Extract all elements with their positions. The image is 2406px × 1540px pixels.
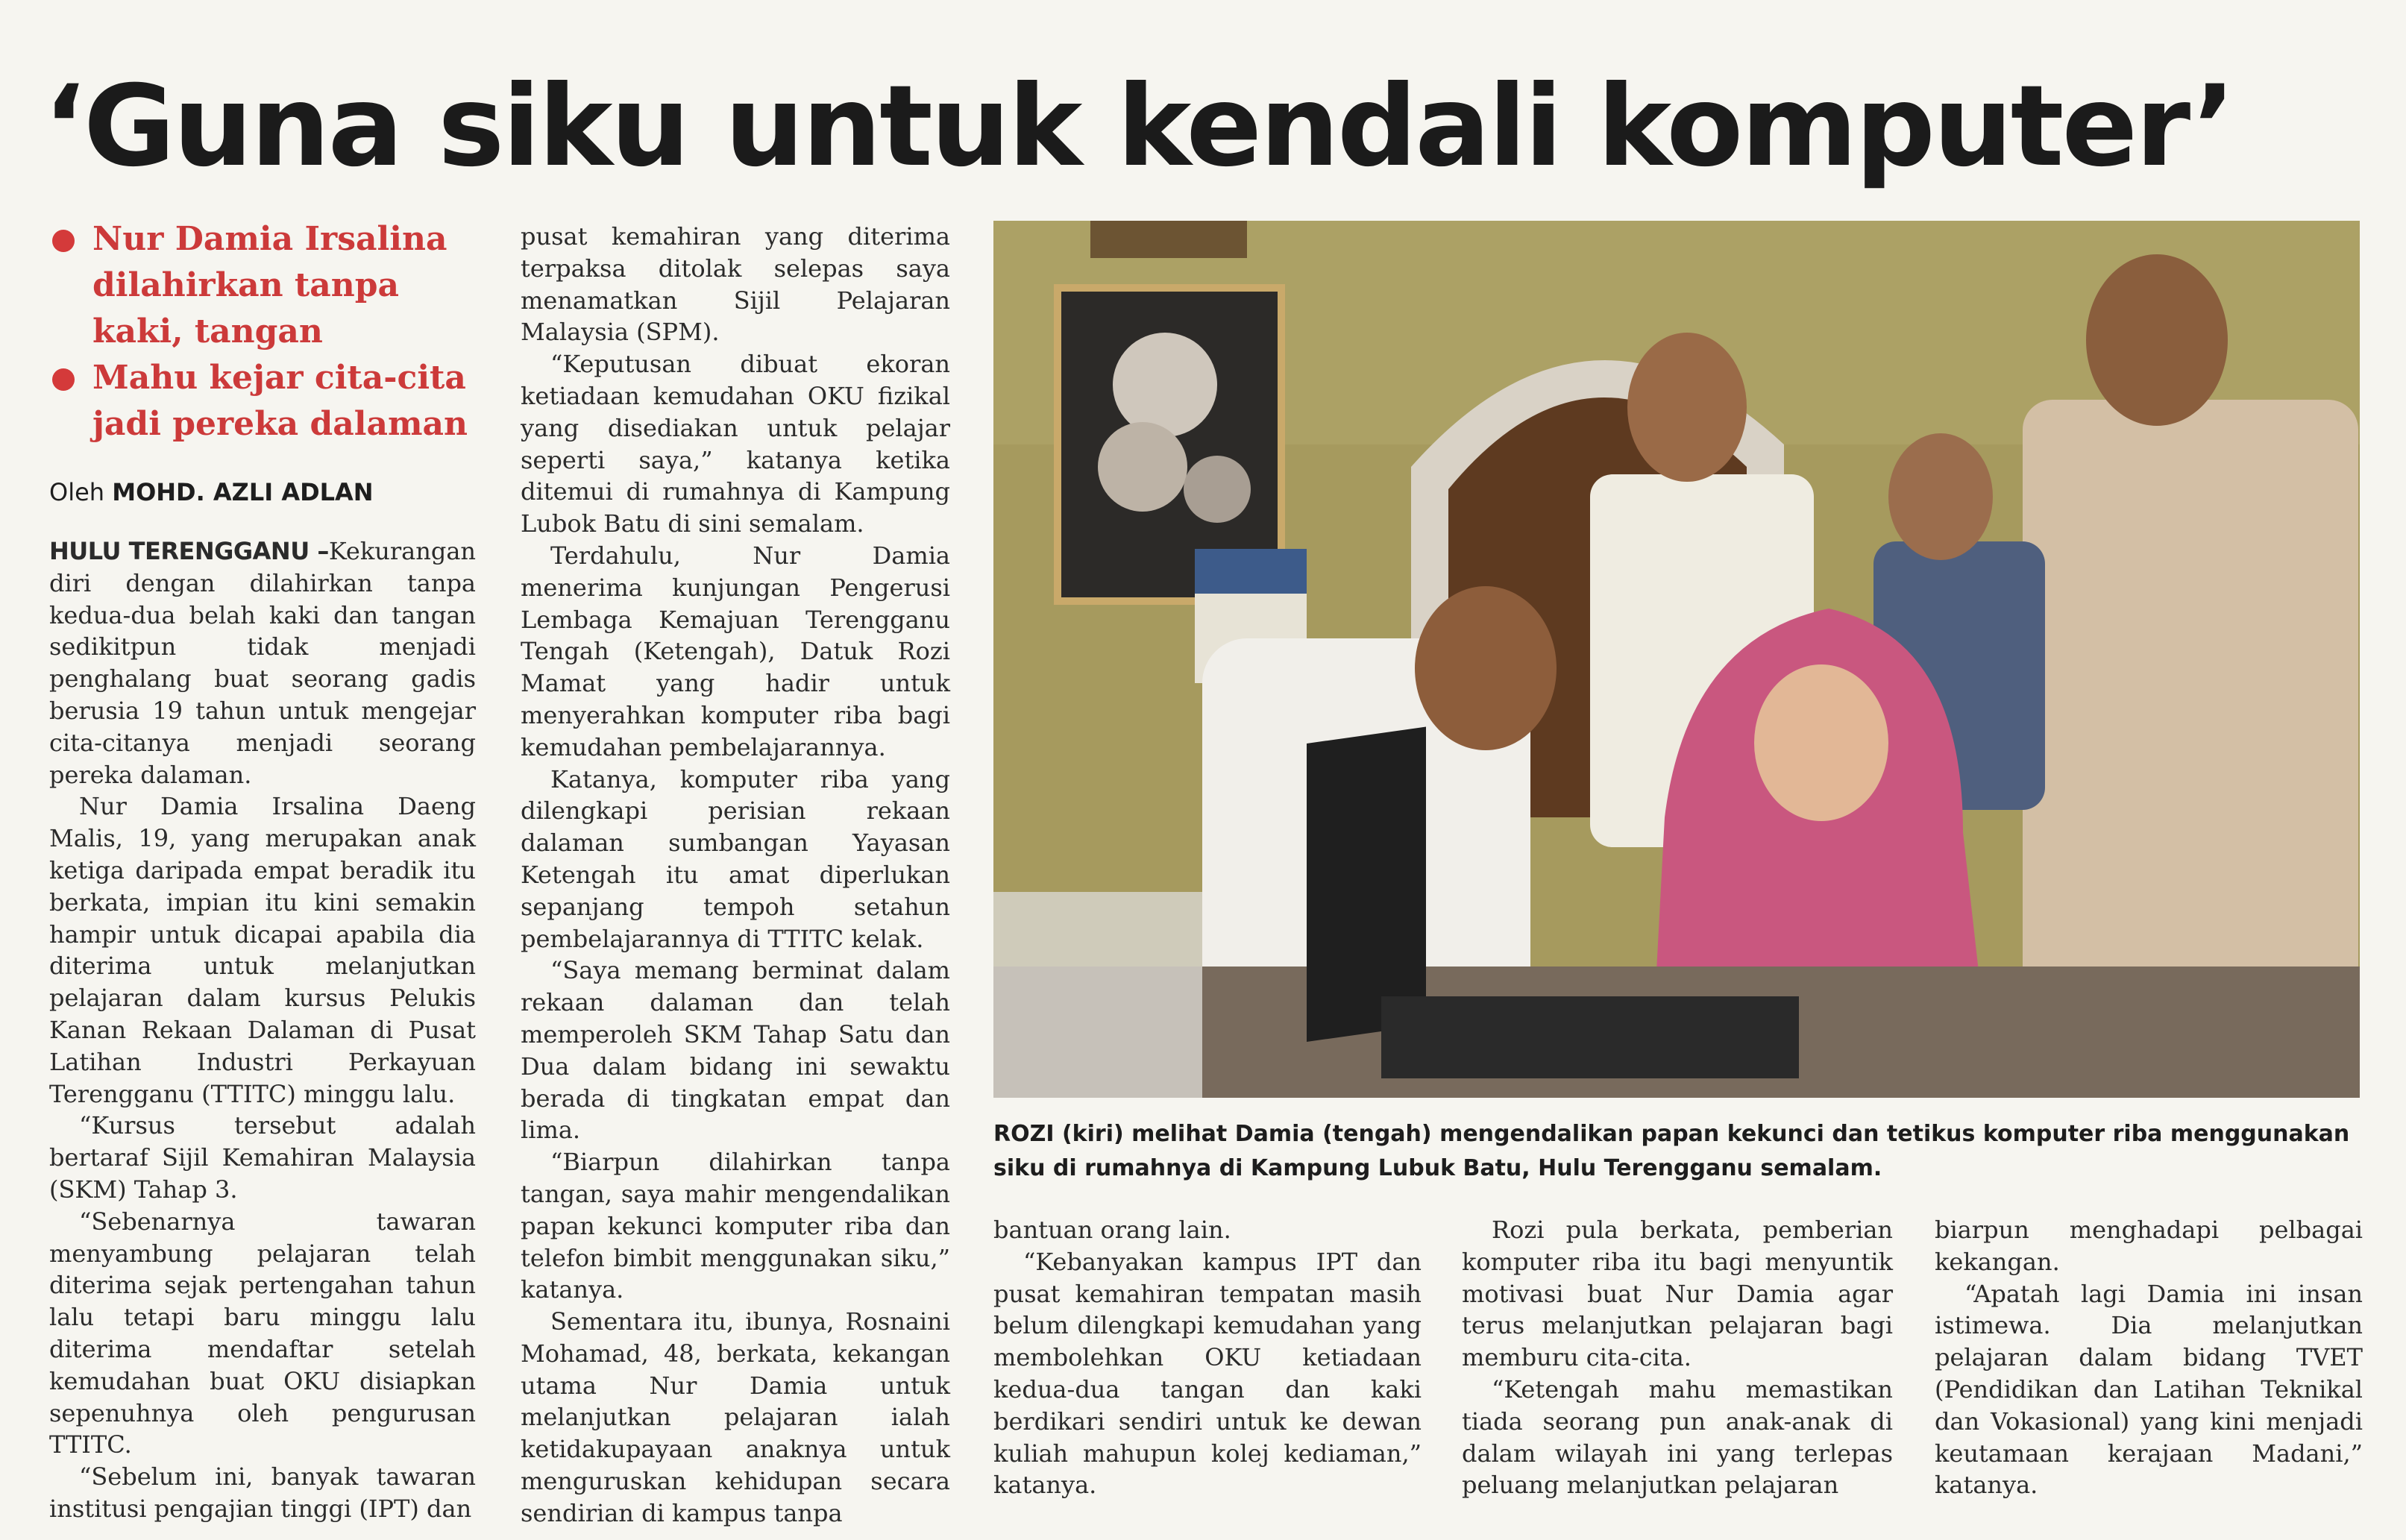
paragraph: “Keputusan dibuat ekoran ketiadaan kemudahan OKU fizikal yang disediakan untuk pelajar seperti saya,” katanya ketika ditemui di rumahnya di Kampung Lubok Batu di sini semalam. bbox=[521, 350, 950, 538]
highlight-line: Nur Damia Irsalina bbox=[92, 220, 447, 258]
paragraph: “Ketengah mahu memastikan tiada seorang pun anak-anak di dalam wilayah ini yang terlepas peluang melanjutkan pelajaran bbox=[1462, 1374, 1893, 1500]
article-column-5 bbox=[1935, 1214, 2363, 1501]
news-photo bbox=[993, 221, 2360, 1098]
photo-illustration bbox=[993, 221, 2360, 1098]
paragraph: biarpun menghadapi pelbagai kekangan. bbox=[1935, 1216, 2363, 1276]
byline bbox=[49, 477, 497, 507]
article-column-2 bbox=[521, 221, 950, 1530]
highlights bbox=[49, 216, 497, 447]
bullet-dot-icon bbox=[52, 368, 75, 391]
paragraph: Katanya, komputer riba yang dilengkapi perisian rekaan dalaman sumbangan Yayasan Ketengah itu amat diperlukan sepanjang tempoh setahun pembelajarannya di TTITC kelak. bbox=[521, 764, 950, 953]
paragraph: “Apatah lagi Damia ini insan istimewa. Dia melanjutkan pelajaran dalam bidang TVET (Pendidikan dan Latihan Teknikal dan Vokasional) yang kini menjadi keutamaan kerajaan Madani,” katanya. bbox=[1935, 1279, 2363, 1500]
highlight-item bbox=[49, 355, 497, 447]
paragraph: Nur Damia Irsalina Daeng Malis, 19, yang merupakan anak ketiga daripada empat beradik itu berkata, impian itu kini semakin hampir untuk dicapai apabila dia diterima untuk melanjutkan pelajaran dalam kursus Pelukis Kanan Rekaan Dalaman di Pusat Latihan Industri Perkayuan Terengganu (TTITC) minggu lalu. bbox=[49, 792, 476, 1108]
article-column-1 bbox=[49, 535, 476, 1525]
article-column-3 bbox=[993, 1214, 1422, 1501]
headline: ‘Guna siku untuk kendali komputer’ bbox=[43, 62, 2234, 192]
bullet-dot-icon bbox=[52, 230, 75, 252]
paragraph: “Sebelum ini, banyak tawaran institusi pengajian tinggi (IPT) dan bbox=[49, 1462, 476, 1523]
highlight-line: Mahu kejar cita-cita bbox=[92, 359, 466, 397]
highlight-line: jadi pereka dalaman bbox=[92, 405, 468, 443]
paragraph: HULU TERENGGANU –Kekurangan diri dengan dilahirkan tanpa kedua-dua belah kaki dan tangan sedikitpun tidak menjadi penghalang buat seorang gadis berusia 19 tahun untuk mengejar cita-citanya menjadi seorang pereka dalaman. bbox=[49, 537, 476, 789]
paragraph: “Biarpun dilahirkan tanpa tangan, saya mahir mengendalikan papan kekunci komputer riba dan telefon bimbit menggunakan siku,” katanya. bbox=[521, 1148, 950, 1304]
paragraph: Terdahulu, Nur Damia menerima kunjungan Pengerusi Lembaga Kemajuan Terengganu Tengah (Ketengah), Datuk Rozi Mamat yang hadir untuk menyerahkan komputer riba bagi kemudahan pembelajarannya. bbox=[521, 541, 950, 761]
paragraph: Rozi pula berkata, pemberian komputer riba itu bagi menyuntik motivasi buat Nur Damia agar terus melanjutkan pelajaran bagi memburu cita-cita. bbox=[1462, 1216, 1893, 1372]
paragraph: pusat kemahiran yang diterima terpaksa ditolak selepas saya menamatkan Sijil Pelajaran Malaysia (SPM). bbox=[521, 222, 950, 347]
highlight-line: dilahirkan tanpa bbox=[92, 266, 399, 304]
highlight-line: kaki, tangan bbox=[92, 312, 323, 351]
article-column-4 bbox=[1462, 1214, 1893, 1501]
photo-caption: ROZI (kiri) melihat Damia (tengah) mengendalikan papan kekunci dan tetikus komputer riba menggunakan siku di rumahnya di Kampung Lubuk Batu, Hulu Terengganu semalam. bbox=[993, 1121, 2350, 1181]
dateline: HULU TERENGGANU – bbox=[49, 537, 329, 565]
paragraph: Sementara itu, ibunya, Rosnaini Mohamad, 48, berkata, kekangan utama Nur Damia untuk melanjutkan pelajaran ialah ketidakupayaan anaknya untuk menguruskan kehidupan secara sendirian di kampus tanpa bbox=[521, 1307, 950, 1527]
paragraph: “Sebenarnya tawaran menyambung pelajaran telah diterima sejak pertengahan tahun lalu tetapi baru minggu lalu diterima mendaftar setelah kemudahan buat OKU disiapkan sepenuhnya oleh pengurusan TTITC. bbox=[49, 1207, 476, 1459]
highlight-item bbox=[49, 216, 497, 355]
byline-author: MOHD. AZLI ADLAN bbox=[112, 478, 374, 506]
paragraph: bantuan orang lain. bbox=[993, 1216, 1231, 1244]
paragraph: “Saya memang berminat dalam rekaan dalaman dan telah memperoleh SKM Tahap Satu dan Dua dalam bidang ini sewaktu berada di tingkatan empat dan lima. bbox=[521, 956, 950, 1145]
paragraph: “Kebanyakan kampus IPT dan pusat kemahiran tempatan masih belum dilengkapi kemudahan yang membolehkan OKU ketiadaan kedua-dua tangan dan kaki berdikari sendiri untuk ke dewan kuliah mahupun kolej kediaman,” katanya. bbox=[993, 1247, 1422, 1500]
paragraph: “Kursus tersebut adalah bertaraf Sijil Kemahiran Malaysia (SKM) Tahap 3. bbox=[49, 1111, 476, 1204]
byline-prefix: Oleh bbox=[49, 478, 105, 506]
